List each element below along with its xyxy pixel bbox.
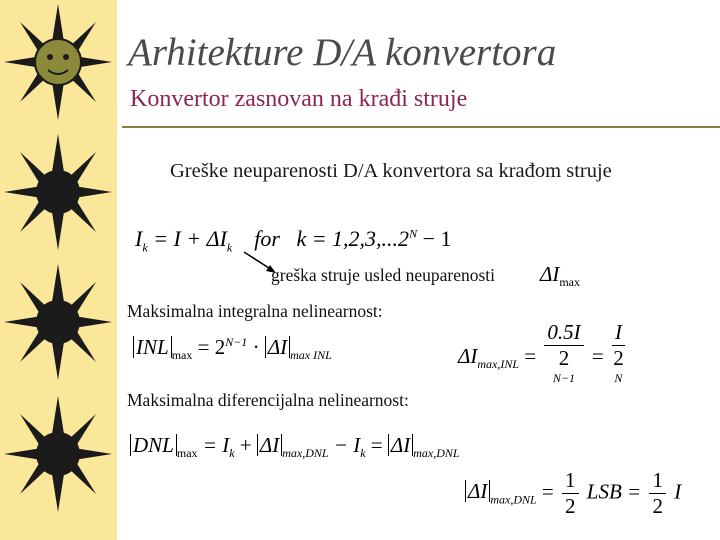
bullet-text: Greške neuparenosti D/A konvertora sa krađom struje (170, 160, 612, 182)
slide-title: Arhitekture D/A konvertora (128, 31, 557, 74)
inl-equation: INL $_{max} = 2^{N-1} \cdot \Delta I$ $_{max INL}$ (133, 335, 332, 363)
inl-max-error-equation: $\Delta I_{max,INL}$ = 0.5I 2 $^{N-1}$ = I 2 $^N$ (458, 320, 624, 385)
inl-label: Maksimalna integralna nelinearnost: (127, 301, 383, 321)
current-equation: $I_k = I + \Delta I_k$ for $k = 1,2,3,...2^N - 1$ (135, 226, 452, 255)
annotation-symbol: $\Delta I_{max}$ (540, 262, 580, 290)
slide-subtitle: Konvertor zasnovan na krađi struje (130, 86, 468, 112)
dnl-label: Maksimalna diferencijalna nelinearnost: (127, 390, 409, 410)
dnl-equation: DNL $_{max} = I_k + \Delta I$ $_{max,DNL} - I_k = \Delta I$ $_{max,DNL}$ (130, 433, 460, 461)
dnl-max-error-equation: ΔI $_{max,DNL}$ = $\frac{1}{2}$ LSB = $\frac{1}{2}$ I (465, 468, 681, 519)
annotation-text: greška struje usled neuparenosti (271, 265, 496, 285)
